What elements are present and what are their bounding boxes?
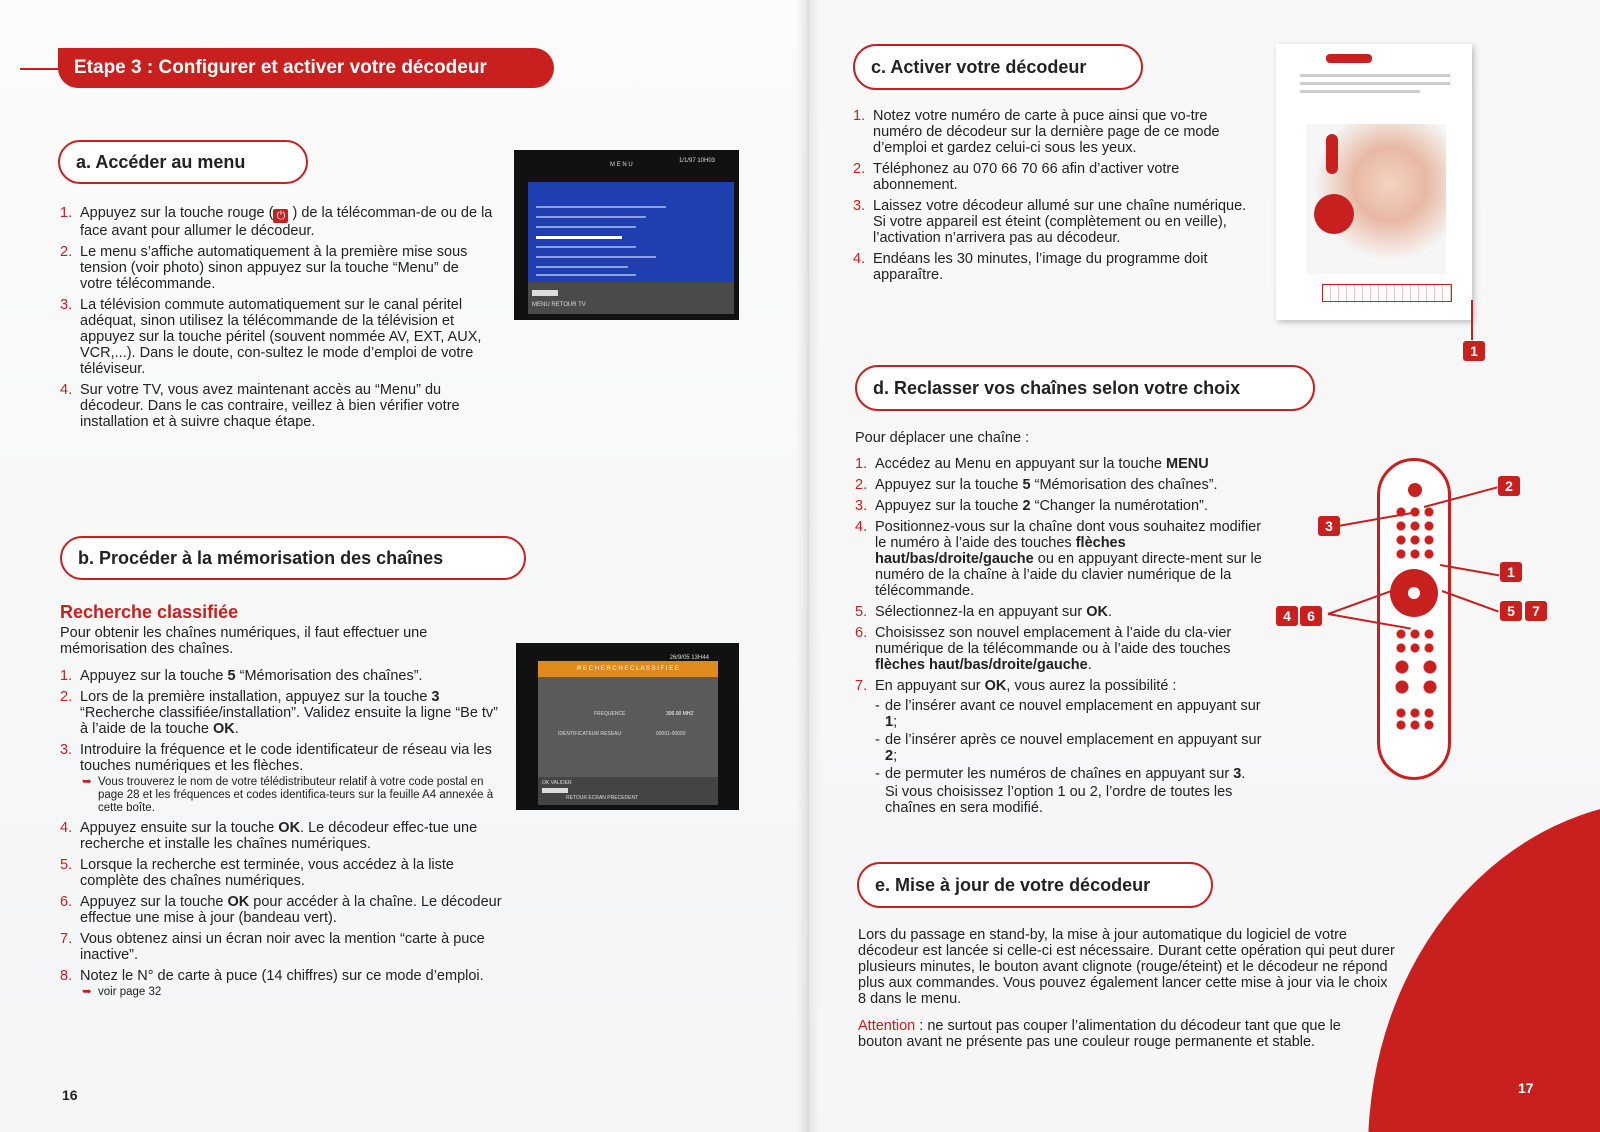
menu-screen-title: M E N U bbox=[610, 162, 633, 168]
callout-badge-5: 5 bbox=[1500, 601, 1522, 621]
menu-screen-date: 1/1/97 10H03 bbox=[678, 158, 715, 164]
booklet-back-page-image bbox=[1276, 44, 1472, 320]
section-e-attention: Attention : ne surtout pas couper l’alimentation du décodeur tant que que le bouton avant ne présente pas une couleur rouge permanente et stable. bbox=[858, 1018, 1341, 1050]
attention-label: Attention bbox=[858, 1018, 916, 1034]
section-d-title: d. Reclasser vos chaînes selon votre choix bbox=[855, 365, 1315, 411]
list-item: 3. La télévision commute automatiquement sur le canal péritel adéquat, sinon utilisez la télécommande de la télévision et appuyez sur la touche péritel (souvent nommée AV, EXT, AUX, VCR,...). Dans le doute, con-sultez le mode d’emploi de votre téléviseur. bbox=[60, 297, 482, 377]
page-number: 16 bbox=[62, 1087, 78, 1103]
menu-screen-photo bbox=[514, 150, 739, 320]
remote-power-button bbox=[1408, 483, 1422, 497]
section-b-list bbox=[60, 668, 505, 1004]
list-item: 3. Introduire la fréquence et le code identificateur de réseau via les touches numériques et les flèches. ➥ Vous trouverez le nom de votre télédistributeur relatif à votre code postal en page 28 et les fréquences et codes identifica-teurs sur la feuille A4 annexée à cette boîte. bbox=[60, 742, 505, 815]
note: ➥ voir page 32 bbox=[82, 986, 162, 998]
search-screen-photo: 26/9/05 13H44 R E C H E R C H E C L A S S I F I E E FREQUENCE 306.00 MHZ IDENTIFICATEUR RESEAU 00001-00000 OK VALIDER RETOUR ECRAN PRECEDENT bbox=[516, 643, 739, 810]
section-d-list bbox=[855, 456, 1273, 821]
page-number: 17 bbox=[1518, 1080, 1534, 1096]
section-b-subtitle: Recherche classifiée bbox=[60, 602, 239, 622]
section-c-list bbox=[853, 108, 1258, 288]
section-c-title: c. Activer votre décodeur bbox=[853, 44, 1143, 90]
option-item: - de l’insérer après ce nouvel emplacement en appuyant sur 2; bbox=[875, 732, 1262, 764]
list-item: 2. Téléphonez au 070 66 70 66 afin d’activer votre abonnement. bbox=[853, 161, 1180, 193]
section-e-title: e. Mise à jour de votre décodeur bbox=[857, 862, 1213, 908]
section-d-closing: Si vous choisissez l’option 1 ou 2, l’ordre de toutes les chaînes en sera modifié. bbox=[885, 784, 1233, 816]
list-item: 2. Lors de la première installation, appuyez sur la touche 3 “Recherche classifiée/installation”. Validez ensuite la ligne “Be tv” à l’aide de la touche OK. bbox=[60, 689, 499, 737]
list-item: 1. Appuyez sur la touche 5 “Mémorisation des chaînes”. bbox=[60, 668, 423, 684]
list-item: 7. En appuyant sur OK, vous aurez la possibilité : - de l’insérer avant ce nouvel emplacement en appuyant sur 1; - de l’insérer après ce nouvel emplacement en appuyant sur 2; - de permuter les numéros de chaînes en appuyant sur 3. Si vous choisissez l’option 1 ou 2, l’ordre de toutes les chaînes en sera modifié. bbox=[855, 678, 1273, 816]
callout-badge-3: 3 bbox=[1318, 516, 1340, 536]
section-b-intro: Pour obtenir les chaînes numériques, il faut effectuer une mémorisation des chaînes. bbox=[60, 625, 428, 657]
list-item: 5. Sélectionnez-la en appuyant sur OK. bbox=[855, 604, 1112, 620]
note: ➥ Vous trouverez le nom de votre télédistributeur relatif à votre code postal en page 28 et les fréquences et codes identifica-teurs sur la feuille A4 annexée à cette boîte. bbox=[82, 776, 494, 814]
list-item: 1. Notez votre numéro de carte à puce ainsi que vo-tre numéro de décodeur sur la dernière page de ce mode d’emploi et gardez celui-ci sous les yeux. bbox=[853, 108, 1220, 156]
option-item: - de l’insérer avant ce nouvel emplacement en appuyant sur 1; bbox=[875, 698, 1261, 730]
callout-badge-1: 1 bbox=[1463, 341, 1485, 361]
girl-phone-photo bbox=[1306, 124, 1446, 274]
list-item: 4. Endéans les 30 minutes, l’image du programme doit apparaître. bbox=[853, 251, 1208, 283]
callout-badge-4: 4 bbox=[1276, 606, 1298, 626]
list-item: 4. Positionnez-vous sur la chaîne dont vous souhaitez modifier le numéro à l’aide des touches flèches haut/bas/droite/gauche ou en appuyant directe-ment sur le numéro de la chaîne à l’aide du clavier numérique de la télécommande. bbox=[855, 519, 1262, 599]
list-item: 3. Appuyez sur la touche 2 “Changer la numérotation”. bbox=[855, 498, 1208, 514]
list-item: 3. Laissez votre décodeur allumé sur une chaîne numérique. Si votre appareil est éteint (complètement ou en veille), l’activation n’arrivera pas au décodeur. bbox=[853, 198, 1247, 246]
book-gutter bbox=[796, 0, 820, 1132]
list-item: 5. Lorsque la recherche est terminée, vous accédez à la liste complète des chaînes numériques. bbox=[60, 857, 454, 889]
red-decoration bbox=[1368, 800, 1600, 1132]
section-e-text: Lors du passage en stand-by, la mise à jour automatique du logiciel de votre décodeur est lancée si celle-ci est nécessaire. Durant cette opération qui peut durer plusieurs minutes, le bouton avant clignote (rouge/éteint) et le décodeur ne répond plus aux commandes. Vous pouvez également lancer cette mise à jour via le choix 8 dans le menu. bbox=[858, 927, 1395, 1007]
list-item: 1. Appuyez sur la touche rouge ( ⏻ ) de la télécomman-de ou de la face avant pour allumer le décodeur. bbox=[60, 205, 493, 239]
section-d-intro: Pour déplacer une chaîne : bbox=[855, 430, 1030, 446]
list-item: 2. Appuyez sur la touche 5 “Mémorisation des chaînes”. bbox=[855, 477, 1218, 493]
search-screen-title: R E C H E R C H E C L A S S I F I E E bbox=[538, 661, 718, 677]
menu-screen-list bbox=[528, 182, 734, 282]
remote-control-image bbox=[1377, 458, 1451, 780]
list-item: 7. Vous obtenez ainsi un écran noir avec la mention “carte à puce inactive”. bbox=[60, 931, 485, 963]
list-item: 1. Accédez au Menu en appuyant sur la touche MENU bbox=[855, 456, 1209, 472]
list-item: 4. Appuyez ensuite sur la touche OK. Le décodeur effec-tue une recherche et installe les chaînes numériques. bbox=[60, 820, 478, 852]
right-page bbox=[808, 0, 1600, 1132]
remote-dpad bbox=[1390, 569, 1438, 617]
section-b-title: b. Procéder à la mémorisation des chaînes bbox=[60, 536, 526, 580]
list-item: 4. Sur votre TV, vous avez maintenant accès au “Menu” du décodeur. Dans le cas contraire, veillez à bien vérifier votre installation et à suivre chaque étape. bbox=[60, 382, 460, 430]
power-icon: ⏻ bbox=[273, 209, 288, 223]
callout-badge-7: 7 bbox=[1525, 601, 1547, 621]
search-screen-date: 26/9/05 13H44 bbox=[669, 655, 709, 661]
callout-badge-2: 2 bbox=[1498, 476, 1520, 496]
section-a-title: a. Accéder au menu bbox=[58, 140, 308, 184]
list-item: 2. Le menu s’affiche automatiquement à la première mise sous tension (voir photo) sinon appuyez sur la touche “Menu” de votre télécommande. bbox=[60, 244, 468, 292]
option-item: - de permuter les numéros de chaînes en appuyant sur 3. bbox=[875, 766, 1246, 782]
callout-badge-1b: 1 bbox=[1500, 562, 1522, 582]
search-screen-body: FREQUENCE 306.00 MHZ IDENTIFICATEUR RESEAU 00001-00000 bbox=[538, 677, 718, 777]
list-item: 8. Notez le N° de carte à puce (14 chiffres) sur ce mode d’emploi. ➥ voir page 32 bbox=[60, 968, 505, 999]
callout-badge-6: 6 bbox=[1300, 606, 1322, 626]
step-title: Etape 3 : Configurer et activer votre décodeur bbox=[58, 48, 554, 88]
section-a-list bbox=[60, 205, 495, 435]
list-item: 6. Choisissez son nouvel emplacement à l’aide du cla-vier numérique de la télécommande ou à l’aide des touches flèches haut/bas/droite/gauche. bbox=[855, 625, 1232, 673]
list-item: 6. Appuyez sur la touche OK pour accéder à la chaîne. Le décodeur effectue une mise à jour (bandeau vert). bbox=[60, 894, 502, 926]
menu-screen-footer: MENU RETOUR TV bbox=[532, 302, 586, 308]
